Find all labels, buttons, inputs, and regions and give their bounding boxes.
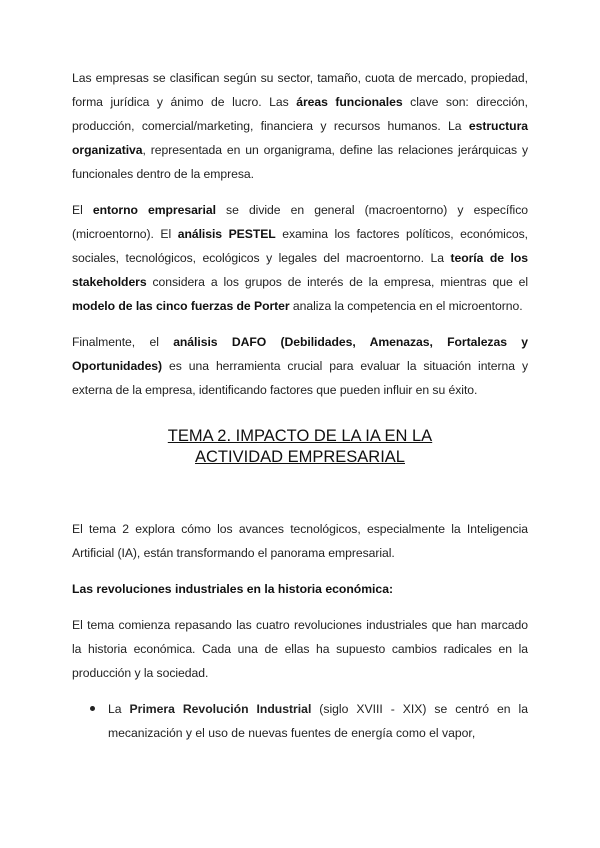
text-segment: (siglo XVIII - XIX) se centró en la mecanización y el uso de nuevas fuentes de energía como el vapor, — [108, 702, 528, 740]
subheading-revoluciones: Las revoluciones industriales en la historia económica: — [72, 582, 394, 596]
text-segment: La — [108, 702, 130, 716]
bold-term-areas-funcionales: áreas funcionales — [296, 95, 403, 109]
bold-term-porter: modelo de las cinco fuerzas de Porter — [72, 299, 290, 313]
document-content — [72, 66, 528, 745]
text-segment: El — [72, 203, 93, 217]
paragraph-dafo — [72, 330, 528, 402]
section-title-line1: TEMA 2. IMPACTO DE LA IA EN LA — [167, 427, 433, 445]
bold-term-entorno-empresarial: entorno empresarial — [92, 203, 216, 217]
paragraph-revoluciones: El tema comienza repasando las cuatro revoluciones industriales que han marcado la historia económica. Cada una de ellas ha supuesto cambios radicales en la producción y la sociedad. — [72, 618, 528, 680]
paragraph-tema2-intro: El tema 2 explora cómo los avances tecnológicos, especialmente la Inteligencia Artificial (IA), están transformando el panorama empresarial. — [72, 522, 528, 560]
text-segment: Las empresas se clasifican según su sector, tamaño, cuota de mercado, propiedad, forma jurídica y ánimo de lucro. Las — [72, 71, 528, 109]
text-segment: se divide en general (macroentorno) y específico (microentorno). El — [72, 203, 528, 241]
text-segment: examina los factores políticos, económicos, sociales, tecnológicos, ecológicos y legales del macroentorno. La — [72, 227, 528, 265]
text-segment: clave son: dirección, producción, comercial/marketing, financiera y recursos humanos. La — [72, 95, 528, 133]
bold-term-stakeholders: teoría de los stakeholders — [72, 251, 528, 289]
paragraph-entorno — [72, 198, 528, 318]
text-segment: Finalmente, el — [72, 335, 174, 349]
list-item — [90, 697, 528, 745]
text-segment: , representada en un organigrama, define las relaciones jerárquicas y funcionales dentro de la empresa. — [72, 143, 528, 181]
bold-term-estructura-organizativa: estructura organizativa — [72, 119, 528, 157]
bold-term-analisis-pestel: análisis PESTEL — [177, 227, 276, 241]
paragraph-empresas — [72, 66, 528, 186]
bold-term-primera-revolucion: Primera Revolución Industrial — [129, 702, 312, 716]
bullet-list — [72, 697, 528, 745]
section-title-line2: ACTIVIDAD EMPRESARIAL — [195, 448, 405, 466]
bullet-dot-icon — [90, 706, 95, 711]
text-segment: es una herramienta crucial para evaluar la situación interna y externa de la empresa, identificando factores que pueden influir en su éxito. — [72, 359, 528, 397]
section-title — [72, 426, 528, 468]
text-segment: considera a los grupos de interés de la empresa, mientras que el — [146, 275, 528, 289]
text-segment: analiza la competencia en el microentorno. — [289, 299, 523, 313]
bold-term-dafo: análisis DAFO (Debilidades, Amenazas, Fortalezas y Oportunidades) — [72, 335, 528, 373]
spacer — [72, 468, 528, 517]
